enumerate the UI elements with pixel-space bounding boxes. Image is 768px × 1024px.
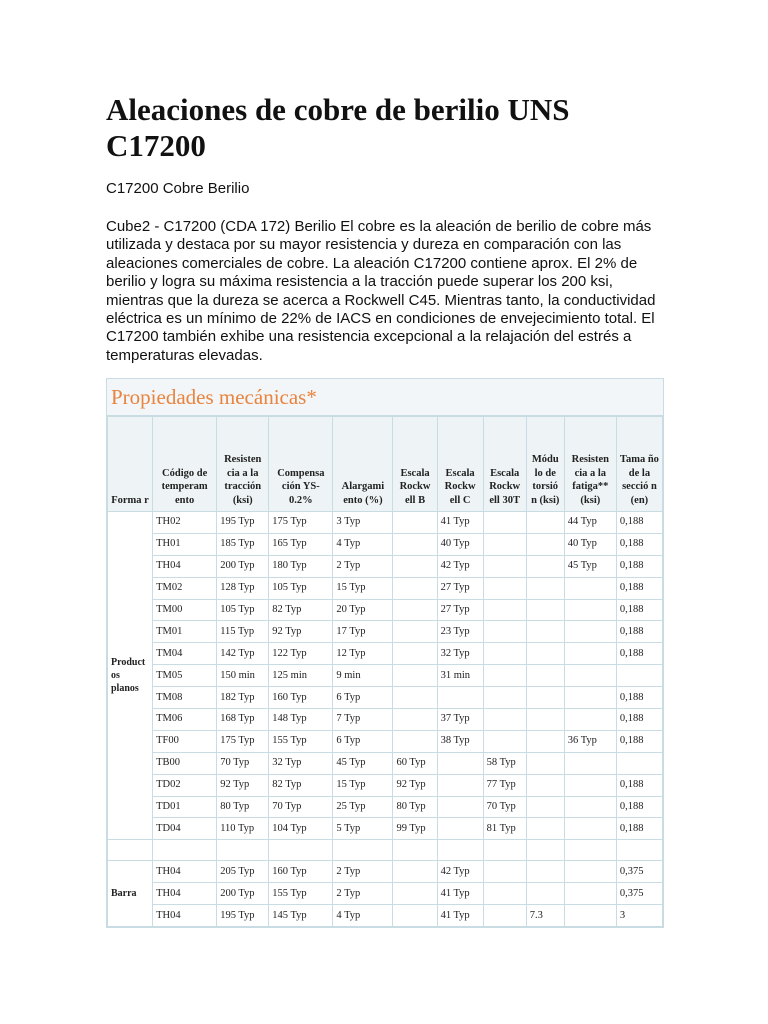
- table-cell: [526, 883, 564, 905]
- table-cell: TM02: [153, 577, 217, 599]
- table-cell: [393, 665, 437, 687]
- table-cell: 82 Typ: [269, 774, 333, 796]
- table-cell: [483, 905, 526, 927]
- table-cell: TH04: [153, 905, 217, 927]
- table-cell: 2 Typ: [333, 883, 393, 905]
- column-header: Resisten cia a la tracción (ksi): [217, 417, 269, 512]
- table-cell: TH01: [153, 533, 217, 555]
- table-cell: 165 Typ: [269, 533, 333, 555]
- table-cell: 77 Typ: [483, 774, 526, 796]
- table-cell: 17 Typ: [333, 621, 393, 643]
- table-cell: [526, 577, 564, 599]
- table-cell: 6 Typ: [333, 730, 393, 752]
- table-cell: 32 Typ: [269, 752, 333, 774]
- table-cell: [483, 533, 526, 555]
- table-cell: 205 Typ: [217, 861, 269, 883]
- column-header: Resisten cia a la fatiga** (ksi): [564, 417, 616, 512]
- column-header: Alargami ento (%): [333, 417, 393, 512]
- table-cell: 200 Typ: [217, 555, 269, 577]
- table-row: [108, 599, 663, 621]
- table-cell: 23 Typ: [437, 621, 483, 643]
- table-cell: [393, 883, 437, 905]
- table-cell: TM05: [153, 665, 217, 687]
- table-cell: [526, 533, 564, 555]
- table-cell: [393, 533, 437, 555]
- table-cell: TM04: [153, 643, 217, 665]
- table-cell: 5 Typ: [333, 818, 393, 840]
- table-cell: 148 Typ: [269, 709, 333, 731]
- table-row: [108, 643, 663, 665]
- table-row: [108, 577, 663, 599]
- table-cell: 9 min: [333, 665, 393, 687]
- table-cell: 20 Typ: [333, 599, 393, 621]
- column-header: Escala Rockw ell 30T: [483, 417, 526, 512]
- table-cell: 195 Typ: [217, 905, 269, 927]
- table-cell: 105 Typ: [217, 599, 269, 621]
- table-cell: 200 Typ: [217, 883, 269, 905]
- table-cell: [564, 709, 616, 731]
- table-cell: [526, 599, 564, 621]
- table-cell: 58 Typ: [483, 752, 526, 774]
- table-cell: [526, 774, 564, 796]
- table-cell: TM01: [153, 621, 217, 643]
- table-cell: [526, 687, 564, 709]
- table-cell: 0,188: [616, 796, 662, 818]
- table-cell: 125 min: [269, 665, 333, 687]
- table-cell: 41 Typ: [437, 512, 483, 534]
- table-row: [108, 512, 663, 534]
- table-cell: [483, 883, 526, 905]
- table-cell: 27 Typ: [437, 577, 483, 599]
- table-cell: [393, 512, 437, 534]
- table-cell: 42 Typ: [437, 861, 483, 883]
- table-cell: 38 Typ: [437, 730, 483, 752]
- group-label: Barra: [108, 861, 153, 927]
- table-cell: 36 Typ: [564, 730, 616, 752]
- table-cell: [526, 665, 564, 687]
- table-cell: 41 Typ: [437, 883, 483, 905]
- table-cell: 128 Typ: [217, 577, 269, 599]
- table-cell: 122 Typ: [269, 643, 333, 665]
- table-cell: [483, 512, 526, 534]
- table-cell: 155 Typ: [269, 883, 333, 905]
- table-cell: [564, 665, 616, 687]
- table-cell: 182 Typ: [217, 687, 269, 709]
- table-cell: 145 Typ: [269, 905, 333, 927]
- table-cell: [526, 643, 564, 665]
- table-cell: 92 Typ: [393, 774, 437, 796]
- table-row: [108, 555, 663, 577]
- table-cell: [483, 643, 526, 665]
- table-cell: 0,188: [616, 709, 662, 731]
- table-cell: [616, 665, 662, 687]
- table-cell: TH04: [153, 555, 217, 577]
- table-cell: [564, 905, 616, 927]
- table-cell: 41 Typ: [437, 905, 483, 927]
- column-header: Forma r: [108, 417, 153, 512]
- table-cell: [393, 577, 437, 599]
- table-row: [108, 883, 663, 905]
- table-row: [108, 774, 663, 796]
- table-cell: 44 Typ: [564, 512, 616, 534]
- table-cell: 31 min: [437, 665, 483, 687]
- table-cell: [564, 883, 616, 905]
- table-cell: [393, 861, 437, 883]
- table-cell: [564, 643, 616, 665]
- table-cell: 175 Typ: [269, 512, 333, 534]
- table-cell: TD02: [153, 774, 217, 796]
- table-cell: 27 Typ: [437, 599, 483, 621]
- table-row: [108, 687, 663, 709]
- table-cell: [393, 730, 437, 752]
- column-header: Escala Rockw ell B: [393, 417, 437, 512]
- table-cell: 168 Typ: [217, 709, 269, 731]
- table-row: [108, 730, 663, 752]
- table-cell: [437, 818, 483, 840]
- table-cell: 4 Typ: [333, 905, 393, 927]
- table-cell: [393, 687, 437, 709]
- table-cell: [393, 905, 437, 927]
- table-cell: 92 Typ: [217, 774, 269, 796]
- table-row: [108, 533, 663, 555]
- table-cell: [564, 577, 616, 599]
- table-cell: [616, 752, 662, 774]
- table-cell: [526, 818, 564, 840]
- table-cell: 115 Typ: [217, 621, 269, 643]
- table-cell: [526, 555, 564, 577]
- table-cell: [564, 818, 616, 840]
- table-cell: [437, 774, 483, 796]
- table-cell: 15 Typ: [333, 774, 393, 796]
- table-cell: [526, 730, 564, 752]
- table-cell: [526, 709, 564, 731]
- spacer-row: [108, 840, 663, 861]
- mechanical-properties-table-container: [106, 378, 664, 928]
- table-cell: 42 Typ: [437, 555, 483, 577]
- table-cell: 70 Typ: [269, 796, 333, 818]
- table-cell: TD01: [153, 796, 217, 818]
- table-cell: 0,188: [616, 643, 662, 665]
- empty-cell: [483, 840, 526, 861]
- table-cell: 12 Typ: [333, 643, 393, 665]
- empty-cell: [526, 840, 564, 861]
- table-cell: [437, 796, 483, 818]
- table-cell: 0,375: [616, 861, 662, 883]
- table-cell: 45 Typ: [333, 752, 393, 774]
- page-title: Aleaciones de cobre de berilio UNS C17200: [106, 92, 570, 163]
- table-cell: 175 Typ: [217, 730, 269, 752]
- table-cell: 0,188: [616, 599, 662, 621]
- table-cell: 60 Typ: [393, 752, 437, 774]
- table-cell: [483, 577, 526, 599]
- table-row: [108, 905, 663, 927]
- table-cell: 15 Typ: [333, 577, 393, 599]
- table-cell: [564, 796, 616, 818]
- mechanical-properties-table: [107, 416, 663, 927]
- table-body: [108, 512, 663, 927]
- table-cell: 2 Typ: [333, 861, 393, 883]
- empty-cell: [333, 840, 393, 861]
- table-cell: TH04: [153, 883, 217, 905]
- table-cell: 80 Typ: [393, 796, 437, 818]
- empty-cell: [153, 840, 217, 861]
- table-cell: [393, 709, 437, 731]
- table-cell: [564, 861, 616, 883]
- table-cell: 0,188: [616, 555, 662, 577]
- table-cell: 195 Typ: [217, 512, 269, 534]
- table-cell: 92 Typ: [269, 621, 333, 643]
- table-cell: [526, 796, 564, 818]
- table-cell: 160 Typ: [269, 861, 333, 883]
- table-cell: 81 Typ: [483, 818, 526, 840]
- table-cell: [437, 752, 483, 774]
- table-heading: Propiedades mecánicas*: [107, 379, 663, 416]
- table-cell: [393, 555, 437, 577]
- table-cell: 0,188: [616, 730, 662, 752]
- table-cell: TM06: [153, 709, 217, 731]
- table-cell: 37 Typ: [437, 709, 483, 731]
- empty-cell: [393, 840, 437, 861]
- column-header: Código de temperam ento: [153, 417, 217, 512]
- table-cell: [483, 599, 526, 621]
- table-row: [108, 621, 663, 643]
- table-cell: 6 Typ: [333, 687, 393, 709]
- table-cell: 104 Typ: [269, 818, 333, 840]
- table-row: [108, 665, 663, 687]
- table-cell: [564, 621, 616, 643]
- table-cell: 80 Typ: [217, 796, 269, 818]
- table-cell: 0,188: [616, 533, 662, 555]
- table-cell: 155 Typ: [269, 730, 333, 752]
- table-cell: 40 Typ: [437, 533, 483, 555]
- table-cell: 7 Typ: [333, 709, 393, 731]
- table-cell: 110 Typ: [217, 818, 269, 840]
- table-cell: 0,375: [616, 883, 662, 905]
- table-cell: [564, 599, 616, 621]
- table-cell: TH04: [153, 861, 217, 883]
- table-cell: 32 Typ: [437, 643, 483, 665]
- subtitle: C17200 Cobre Berilio: [106, 180, 250, 197]
- table-row: [108, 796, 663, 818]
- table-cell: [564, 687, 616, 709]
- table-cell: 40 Typ: [564, 533, 616, 555]
- table-cell: [483, 665, 526, 687]
- table-cell: 160 Typ: [269, 687, 333, 709]
- table-row: [108, 709, 663, 731]
- table-cell: 150 min: [217, 665, 269, 687]
- intro-paragraph: Cube2 - C17200 (CDA 172) Berilio El cobre es la aleación de berilio de cobre más utilizada y destaca por su mayor resistencia y dureza en comparación con las aleaciones comerciales de cobre. La aleación C17200 contiene aprox. El 2% de berilio y logra su máxima resistencia a la tracción puede superar los 200 ksi, mientras que la dureza se acerca a Rockwell C45. Mientras tanto, la conductividad eléctrica es un mínimo de 22% de IACS en condiciones de envejecimiento total. El C17200 también exhibe una resistencia excepcional a la relajación del estrés a temperaturas elevadas.: [106, 218, 656, 364]
- table-cell: 3: [616, 905, 662, 927]
- table-cell: 185 Typ: [217, 533, 269, 555]
- table-row: [108, 752, 663, 774]
- table-cell: TH02: [153, 512, 217, 534]
- table-cell: [437, 687, 483, 709]
- table-cell: 99 Typ: [393, 818, 437, 840]
- table-cell: [393, 643, 437, 665]
- column-header: Escala Rockw ell C: [437, 417, 483, 512]
- table-cell: 82 Typ: [269, 599, 333, 621]
- table-cell: TM08: [153, 687, 217, 709]
- table-cell: [483, 687, 526, 709]
- table-cell: 0,188: [616, 577, 662, 599]
- table-cell: [483, 621, 526, 643]
- table-cell: 45 Typ: [564, 555, 616, 577]
- table-cell: 0,188: [616, 621, 662, 643]
- column-header: Tama ño de la secció n (en): [616, 417, 662, 512]
- table-cell: TD04: [153, 818, 217, 840]
- table-cell: 0,188: [616, 512, 662, 534]
- table-cell: 70 Typ: [217, 752, 269, 774]
- table-cell: 70 Typ: [483, 796, 526, 818]
- table-cell: [483, 709, 526, 731]
- table-row: [108, 861, 663, 883]
- table-cell: [483, 555, 526, 577]
- table-cell: 0,188: [616, 687, 662, 709]
- empty-cell: [269, 840, 333, 861]
- table-cell: [483, 861, 526, 883]
- column-header: Módu lo de torsió n (ksi): [526, 417, 564, 512]
- table-cell: [483, 730, 526, 752]
- table-row: [108, 818, 663, 840]
- table-cell: [526, 621, 564, 643]
- table-cell: 3 Typ: [333, 512, 393, 534]
- table-cell: 142 Typ: [217, 643, 269, 665]
- empty-cell: [564, 840, 616, 861]
- empty-cell: [437, 840, 483, 861]
- table-cell: 7.3: [526, 905, 564, 927]
- table-cell: [526, 752, 564, 774]
- table-header-row: [108, 417, 663, 512]
- table-cell: [526, 512, 564, 534]
- group-label: Product os planos: [108, 512, 153, 840]
- table-cell: 2 Typ: [333, 555, 393, 577]
- table-cell: [526, 861, 564, 883]
- table-cell: TF00: [153, 730, 217, 752]
- table-cell: TB00: [153, 752, 217, 774]
- table-cell: 25 Typ: [333, 796, 393, 818]
- empty-cell: [217, 840, 269, 861]
- table-cell: [393, 599, 437, 621]
- table-cell: [564, 752, 616, 774]
- table-cell: 0,188: [616, 818, 662, 840]
- table-cell: 180 Typ: [269, 555, 333, 577]
- empty-cell: [616, 840, 662, 861]
- table-cell: [393, 621, 437, 643]
- table-cell: 105 Typ: [269, 577, 333, 599]
- table-cell: [564, 774, 616, 796]
- empty-cell: [108, 840, 153, 861]
- table-cell: TM00: [153, 599, 217, 621]
- table-cell: 0,188: [616, 774, 662, 796]
- table-cell: 4 Typ: [333, 533, 393, 555]
- column-header: Compensa ción YS- 0.2%: [269, 417, 333, 512]
